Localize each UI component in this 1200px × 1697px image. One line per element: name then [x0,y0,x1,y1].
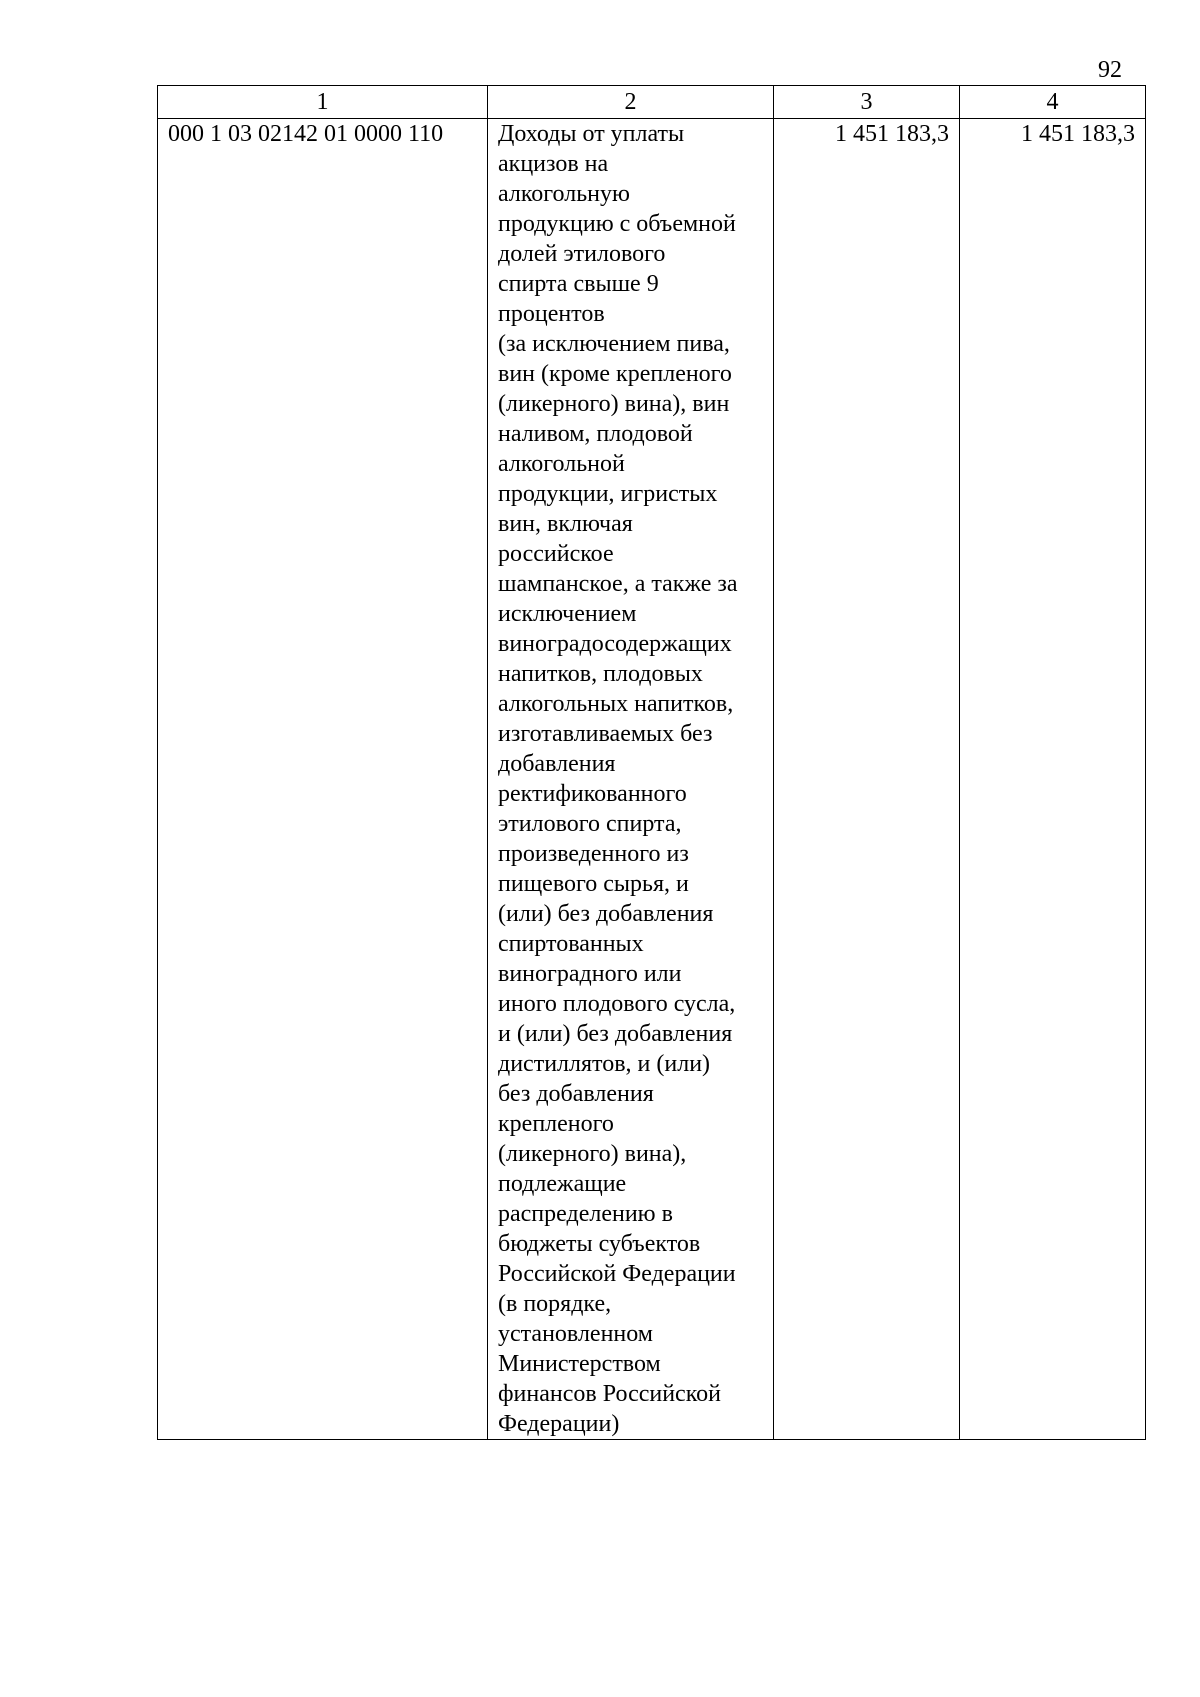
description-line: пищевого сырья, и [498,871,689,897]
table-row [158,119,1146,1440]
description-line: Российской Федерации [498,1261,736,1287]
description-line: акцизов на [498,151,609,177]
description-line: виноградосодержащих [498,631,732,657]
description-line: виноградного или [498,961,682,987]
description-line: наливом, плодовой [498,421,693,447]
description-line: бюджеты субъектов [498,1231,701,1257]
description-line: Министерством [498,1351,661,1377]
revenue-table [157,85,1146,1440]
amount-column-3: 1 451 183,3 [774,119,960,1440]
description-line: иного плодового сусла, [498,991,736,1017]
table-header-row [158,86,1146,119]
amount-column-4: 1 451 183,3 [960,119,1146,1440]
description-line: подлежащие [498,1171,627,1197]
description-line: шампанское, а также за [498,571,738,597]
revenue-description [488,119,774,1440]
description-line: российское [498,541,614,567]
description-line: крепленого [498,1111,614,1137]
description-line: ректификованного [498,781,687,807]
description-line: (или) без добавления [498,901,714,927]
description-line: распределению в [498,1201,673,1227]
description-line: алкогольную [498,181,630,207]
description-line: (за исключением пива, [498,331,730,357]
description-line: (ликерного) вина), вин [498,391,730,417]
column-header-1: 1 [158,86,488,119]
description-line: спиртованных [498,931,644,957]
description-line: и (или) без добавления [498,1021,733,1047]
description-line: алкогольных напитков, [498,691,734,717]
description-line: продукции, игристых [498,481,718,507]
description-line: процентов [498,301,605,327]
description-line: напитков, плодовых [498,661,703,687]
description-line: алкогольной [498,451,625,477]
description-line: вин, включая [498,511,633,537]
description-line: вин (кроме крепленого [498,361,732,387]
description-line: Федерации) [498,1411,620,1437]
column-header-2: 2 [488,86,774,119]
page-number: 92 [1098,57,1122,83]
column-header-4: 4 [960,86,1146,119]
column-header-3: 3 [774,86,960,119]
description-line: без добавления [498,1081,654,1107]
description-line: исключением [498,601,637,627]
description-line: финансов Российской [498,1381,721,1407]
description-line: долей этилового [498,241,666,267]
description-line: спирта свыше 9 [498,271,659,297]
budget-classification-code: 000 1 03 02142 01 0000 110 [158,119,488,1440]
description-line: продукцию с объемной [498,211,736,237]
description-line: добавления [498,751,616,777]
description-line: (ликерного) вина), [498,1141,687,1167]
description-line: произведенного из [498,841,689,867]
description-line: изготавливаемых без [498,721,713,747]
description-line: Доходы от уплаты [498,121,685,147]
description-line: этилового спирта, [498,811,682,837]
description-line: (в порядке, [498,1291,612,1317]
description-line: установленном [498,1321,653,1347]
description-line: дистиллятов, и (или) [498,1051,711,1077]
